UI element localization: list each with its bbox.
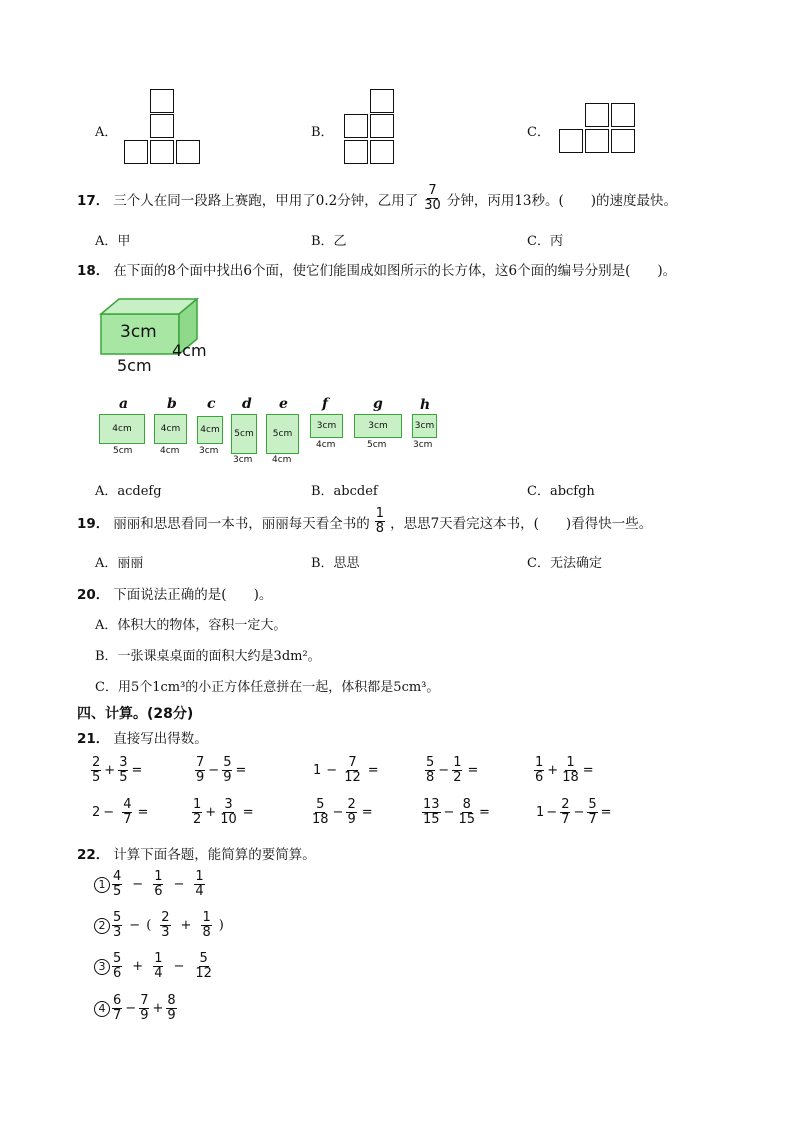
q20-option-c[interactable]: C．用5个1cm³的小正方体任意拼在一起，体积都是5cm³。 — [95, 680, 440, 695]
q19-stem — [77, 507, 652, 536]
section-4-heading: 四、计算。(28分) — [77, 706, 194, 722]
q21-expr-4: $\frac{5}{8}$ − $\frac{1}{2}$ = — [426, 755, 479, 785]
face-h-bottom-label: 3cm — [413, 440, 433, 450]
q20-option-a[interactable]: A．体积大的物体，容积一定大。 — [95, 618, 287, 633]
q20-text: 下面说法正确的是( )。 — [113, 587, 273, 603]
q18-number: 18． — [77, 263, 110, 279]
q21-expr-2: $\frac{7}{9}$ − $\frac{5}{9}$ = — [196, 755, 247, 785]
face-e-letter: e — [279, 396, 288, 412]
q20-stem — [77, 583, 272, 603]
numerator: 1 — [375, 506, 385, 521]
q17-text-after: 分钟，丙用13秒。( )的速度最快。 — [446, 192, 678, 209]
face-g[interactable] — [354, 414, 402, 438]
q17-option-c[interactable]: C．丙 — [527, 234, 563, 249]
numerator: 7 — [428, 183, 437, 198]
q17-fraction — [423, 184, 442, 213]
face-a[interactable] — [99, 414, 145, 444]
q22-text: 计算下面各题，能简算的要简算。 — [113, 847, 316, 863]
q20-number: 20． — [77, 587, 110, 603]
face-h-inner-label: 3cm — [414, 421, 435, 431]
q21-expr-5: $\frac{1}{6}$ + $\frac{1}{18}$ = — [535, 755, 594, 785]
circled-number-4: 4 — [94, 1001, 110, 1017]
face-a-bottom-label: 5cm — [113, 446, 133, 456]
face-c[interactable] — [197, 416, 223, 444]
q21-expr-6: 2 − $\frac{4}{7}$ = — [92, 797, 149, 827]
q21-expr-3: 1 − $\frac{7}{12}$ = — [313, 755, 379, 785]
q19-number: 19． — [77, 515, 110, 532]
q21-expr-1: $\frac{2}{5}$ + $\frac{3}{5}$ = — [92, 755, 143, 785]
face-d[interactable] — [231, 414, 257, 454]
face-d-letter: d — [242, 396, 252, 412]
face-f-inner-label: 3cm — [316, 421, 337, 431]
q19-option-a[interactable]: A．丽丽 — [95, 556, 144, 571]
q18-option-a[interactable]: A．acdefg — [95, 484, 162, 499]
q18-option-c[interactable]: C．abcfgh — [527, 484, 595, 499]
cuboid-depth-label: 4cm — [172, 341, 207, 360]
cuboid-height-label: 3cm — [120, 322, 157, 342]
face-c-letter: c — [207, 396, 216, 412]
q21-expr-8: $\frac{5}{18}$ − $\frac{2}{9}$ = — [312, 797, 373, 827]
face-a-inner-label: 4cm — [112, 424, 132, 434]
q19-text-before: 丽丽和思思看同一本书，丽丽每天看全书的 — [113, 515, 370, 532]
face-d-bottom-label: 3cm — [233, 455, 253, 465]
q21-text: 直接写出得数。 — [113, 731, 208, 747]
face-e-inner-label: 5cm — [272, 429, 293, 439]
q16-option-b-label[interactable]: B． — [311, 125, 334, 140]
face-b-bottom-label: 4cm — [160, 446, 180, 456]
q21-expr-7: $\frac{1}{2}$ + $\frac{3}{10}$ = — [193, 797, 254, 827]
face-f-bottom-label: 4cm — [316, 440, 336, 450]
denominator: 8 — [375, 521, 385, 536]
face-b[interactable] — [154, 414, 187, 444]
q21-number: 21． — [77, 731, 110, 747]
cuboid-figure — [98, 296, 218, 374]
q21-expr-9: $\frac{13}{15}$ − $\frac{8}{15}$ = — [423, 797, 490, 827]
face-f[interactable] — [310, 414, 343, 438]
q17-option-a[interactable]: A．甲 — [95, 234, 131, 249]
face-c-inner-label: 4cm — [200, 425, 220, 435]
q22-expr-2: 2 $\frac{5}{3}$ − ( $\frac{2}{3}$ + $\frac{1}{8}$ ) — [94, 911, 224, 940]
q21-stem — [77, 727, 208, 747]
face-b-inner-label: 4cm — [160, 424, 181, 434]
face-e[interactable] — [266, 414, 299, 454]
q21-expr-10: 1 − $\frac{2}{7}$ − $\frac{5}{7}$ = — [536, 797, 612, 827]
q18-text: 在下面的8个面中找出6个面，使它们能围成如图所示的长方体，这6个面的编号分别是( )。 — [113, 263, 677, 279]
face-g-letter: g — [373, 396, 383, 412]
q18-option-b[interactable]: B．abcdef — [311, 484, 378, 499]
q19-option-b[interactable]: B．思思 — [311, 556, 360, 571]
q17-option-b[interactable]: B．乙 — [311, 234, 347, 249]
face-f-letter: f — [322, 396, 329, 412]
face-b-letter: b — [167, 396, 177, 412]
face-d-inner-label: 5cm — [234, 429, 254, 439]
q22-expr-1: 1 $\frac{4}{5}$ − $\frac{1}{6}$ − $\frac{1}{4}$ — [94, 870, 206, 899]
q16-option-c-label[interactable]: C． — [527, 125, 550, 140]
q17-stem — [77, 184, 677, 213]
q18-stem — [77, 259, 676, 279]
q17-text-before: 三个人在同一段路上赛跑，甲用了0.2分钟，乙用了 — [113, 192, 419, 209]
circled-number-2: 2 — [94, 918, 110, 934]
q19-fraction — [375, 507, 385, 536]
q22-number: 22． — [77, 847, 110, 863]
circled-number-1: 1 — [94, 877, 110, 893]
face-g-bottom-label: 5cm — [367, 440, 387, 450]
q16-option-a-label[interactable]: A． — [95, 125, 118, 140]
q17-number: 17． — [77, 192, 110, 209]
q19-option-c[interactable]: C．无法确定 — [527, 556, 602, 571]
cuboid-length-label: 5cm — [117, 356, 152, 375]
q20-option-b[interactable]: B．一张课桌桌面的面积大约是3dm²。 — [95, 649, 321, 664]
face-h[interactable] — [412, 414, 437, 438]
q22-expr-3: 3 $\frac{5}{6}$ + $\frac{1}{4}$ − $\frac{5}{12}$ — [94, 952, 214, 981]
circled-number-3: 3 — [94, 959, 110, 975]
denominator: 30 — [424, 198, 441, 213]
face-h-letter: h — [420, 397, 431, 413]
q22-expr-4: 4 $\frac{6}{7}$ − $\frac{7}{9}$ + $\frac{8}{9}$ — [94, 994, 178, 1023]
q19-text-after: ，思思7天看完这本书，( )看得快一些。 — [390, 515, 653, 532]
face-g-inner-label: 3cm — [368, 421, 388, 431]
face-e-bottom-label: 4cm — [272, 455, 292, 465]
face-c-bottom-label: 3cm — [199, 446, 219, 456]
face-a-letter: a — [119, 396, 129, 412]
q22-stem — [77, 843, 316, 863]
